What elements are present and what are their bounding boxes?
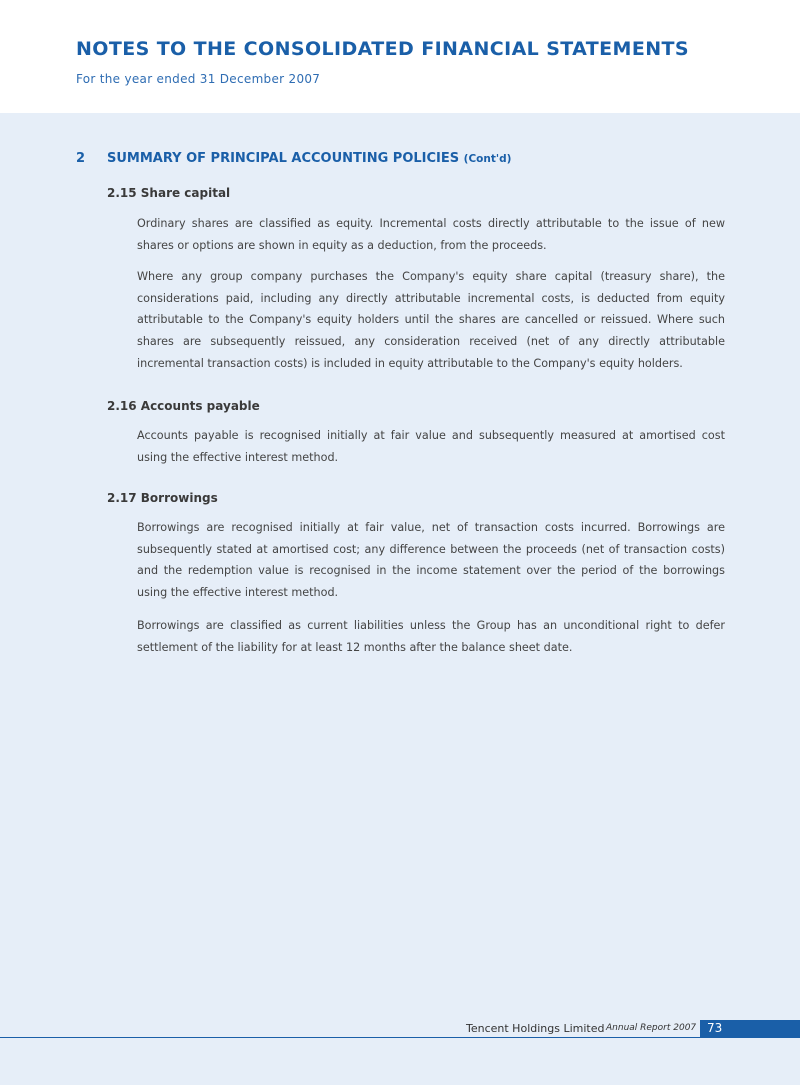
paragraph-borrowings-1: Borrowings are recognised initially at fair value, net of transaction costs incurred. Borrowings are subsequently stated at amortised cost; any difference between the proceeds (net of transaction costs) and the redemption value is recognised in the income statement over the period of the borrowings using the effective interest method.	[137, 521, 725, 600]
subsection-heading-share-capital: 2.15 Share capital	[107, 186, 231, 200]
footer-rule	[0, 1037, 800, 1038]
footer-company-name: Tencent Holdings Limited	[466, 1022, 605, 1035]
paragraph-share-capital-1: Ordinary shares are classified as equity. Incremental costs directly attributable to the issue of new shares or options are shown in equity as a deduction, from the proceeds.	[137, 217, 725, 252]
footer-report-label: Annual Report 2007	[606, 1023, 697, 1033]
page-number-tab	[700, 1020, 800, 1038]
paragraph-share-capital-2: Where any group company purchases the Company's equity share capital (treasury share), the considerations paid, including any directly attributable incremental costs, is deducted from equity attributable to the Company's equity holders until the shares are cancelled or reissued. Where such shares are subsequently reissued, any consideration received (net of any directly attributable incremental transaction costs) is included in equity attributable to the Company's equity holders.	[137, 270, 725, 370]
page-title: NOTES TO THE CONSOLIDATED FINANCIAL STATEMENTS	[76, 38, 689, 60]
paragraph-borrowings-2: Borrowings are classified as current liabilities unless the Group has an unconditional right to defer settlement of the liability for at least 12 months after the balance sheet date.	[137, 619, 725, 654]
page-header	[0, 0, 800, 113]
section-heading	[76, 151, 511, 166]
section-continued-label: (Cont'd)	[463, 153, 512, 165]
page-number: 73	[707, 1021, 723, 1035]
page-subtitle: For the year ended 31 December 2007	[76, 72, 321, 86]
section-number: 2	[76, 151, 86, 166]
subsection-heading-accounts-payable: 2.16 Accounts payable	[107, 399, 260, 413]
paragraph-accounts-payable-1: Accounts payable is recognised initially at fair value and subsequently measured at amortised cost using the effective interest method.	[137, 429, 725, 464]
section-title: SUMMARY OF PRINCIPAL ACCOUNTING POLICIES	[107, 151, 460, 166]
subsection-heading-borrowings: 2.17 Borrowings	[107, 491, 218, 505]
